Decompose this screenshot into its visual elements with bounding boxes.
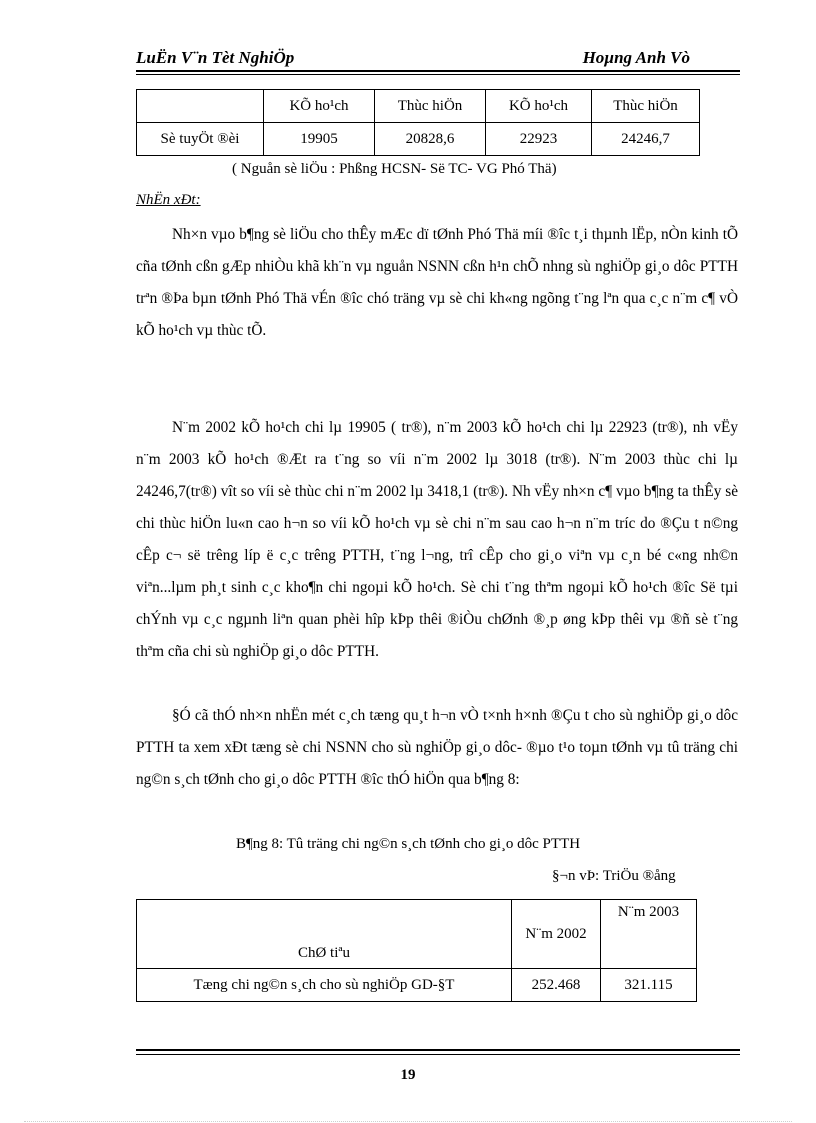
paragraph-1: Nh×n vµo b¶ng sè liÖu cho thÊy mÆc dï tØnh Phó Thä míi ®îc t¸i thµnh lËp, nÒn kinh tÕ cña tØnh cßn gÆp nhiÒu khã kh¨n vµ nguån NSNN cßn h¹n chÕ nhng sù nghiÖp gi¸o dôc PTTH trªn ®Þa bµn tØnh Phó Thä vÉn ®îc chó träng vµ sè chi kh«ng ngõng t¨ng lªn qua c¸c n¨m c¶ vÒ kÕ ho¹ch vµ thùc tÕ.: [136, 226, 738, 339]
table-header-row: [137, 900, 697, 969]
page-edge-dotted-line: [24, 1121, 792, 1122]
table-cell: 252.468: [512, 969, 601, 1002]
page-header: [136, 48, 740, 70]
page-number: 19: [400, 1067, 416, 1083]
header-rule-thick: [136, 70, 740, 72]
table-source-note: ( Nguån sè liÖu : Phßng HCSN- Së TC- VG Phó Thä): [232, 161, 557, 177]
table-header-cell: Thùc hiÖn: [375, 90, 486, 123]
table-row: [137, 123, 700, 156]
header-author: Hoµng Anh Vò: [582, 48, 690, 67]
table-cell: 20828,6: [375, 123, 486, 156]
footer-rule-thick: [136, 1049, 740, 1051]
header-rule-thin: [136, 74, 740, 75]
table-header-cell: N¨m 2002: [512, 900, 601, 969]
table-header-cell: Thùc hiÖn: [592, 90, 700, 123]
table-cell: 321.115: [601, 969, 697, 1002]
paragraph-2: N¨m 2002 kÕ ho¹ch chi lµ 19905 ( tr®), n¨m 2003 kÕ ho¹ch chi lµ 22923 (tr®), nh vËy n¨m 2003 kÕ ho¹ch ®Æt ra t¨ng so víi n¨m 2002 lµ 3018 (tr®). N¨m 2003 thùc chi lµ 24246,7(tr®) vît so víi sè thùc chi n¨m 2002 lµ 3418,1 (tr®). Nh vËy nh×n c¶ vµo b¶ng ta thÊy sè chi thùc hiÖn lu«n cao h¬n so víi kÕ ho¹ch vµ sè chi n¨m sau cao h¬n n¨m tríc do ®Çu t n©ng cÊp c¬ së trêng líp ë c¸c trêng PTTH, t¨ng l¬ng, trî cÊp cho gi¸o viªn vµ c¸n bé c«ng nh©n viªn...lµm ph¸t sinh c¸c kho¶n chi ngoµi kÕ ho¹ch. Sè chi t¨ng thªm ngoµi kÕ ho¹ch ®îc Së tµi chÝnh vµ c¸c ngµnh liªn quan phèi hîp kÞp thêi ®iÒu chØnh ®¸p øng kÞp thêi vµ ®ñ sè t¨ng thªm cña chi sù nghiÖp gi¸o dôc PTTH.: [136, 419, 738, 660]
table-cell: 24246,7: [592, 123, 700, 156]
table-caption: B¶ng 8: Tû träng chi ng©n s¸ch tØnh cho gi¸o dôc PTTH: [235, 836, 581, 852]
budget-share-table: [136, 899, 697, 1002]
table-header-cell: KÕ ho¹ch: [264, 90, 375, 123]
table-cell: 22923: [486, 123, 592, 156]
table-cell: Tæng chi ng©n s¸ch cho sù nghiÖp GD-§T: [137, 969, 512, 1002]
header-thesis-title: LuËn V¨n Tèt NghiÖp: [136, 48, 295, 67]
table-row: [137, 969, 697, 1002]
table-cell: 19905: [264, 123, 375, 156]
footer-rule-thin: [136, 1054, 740, 1055]
budget-table: [136, 89, 700, 156]
table-header-row: [137, 90, 700, 123]
table-header-cell: N¨m 2003: [601, 900, 697, 969]
table-header-cell: KÕ ho¹ch: [486, 90, 592, 123]
table-header-cell: ChØ tiªu: [137, 900, 512, 969]
remark-heading: NhËn xÐt:: [136, 192, 201, 208]
paragraph-3: §Ó cã thÓ nh×n nhËn mét c¸ch tæng qu¸t h¬n vÒ t×nh h×nh ®Çu t cho sù nghiÖp gi¸o dôc PTTH ta xem xÐt tæng sè chi NSNN cho sù nghiÖp gi¸o dôc- ®µo t¹o toµn tØnh vµ tû träng chi ng©n s¸ch tØnh cho gi¸o dôc PTTH ®îc thÓ hiÖn qua b¶ng 8:: [136, 707, 738, 788]
unit-note: §¬n vÞ: TriÖu ®ång: [552, 868, 676, 884]
table-cell: Sè tuyÖt ®èi: [137, 123, 264, 156]
table-header-cell: [137, 90, 264, 123]
